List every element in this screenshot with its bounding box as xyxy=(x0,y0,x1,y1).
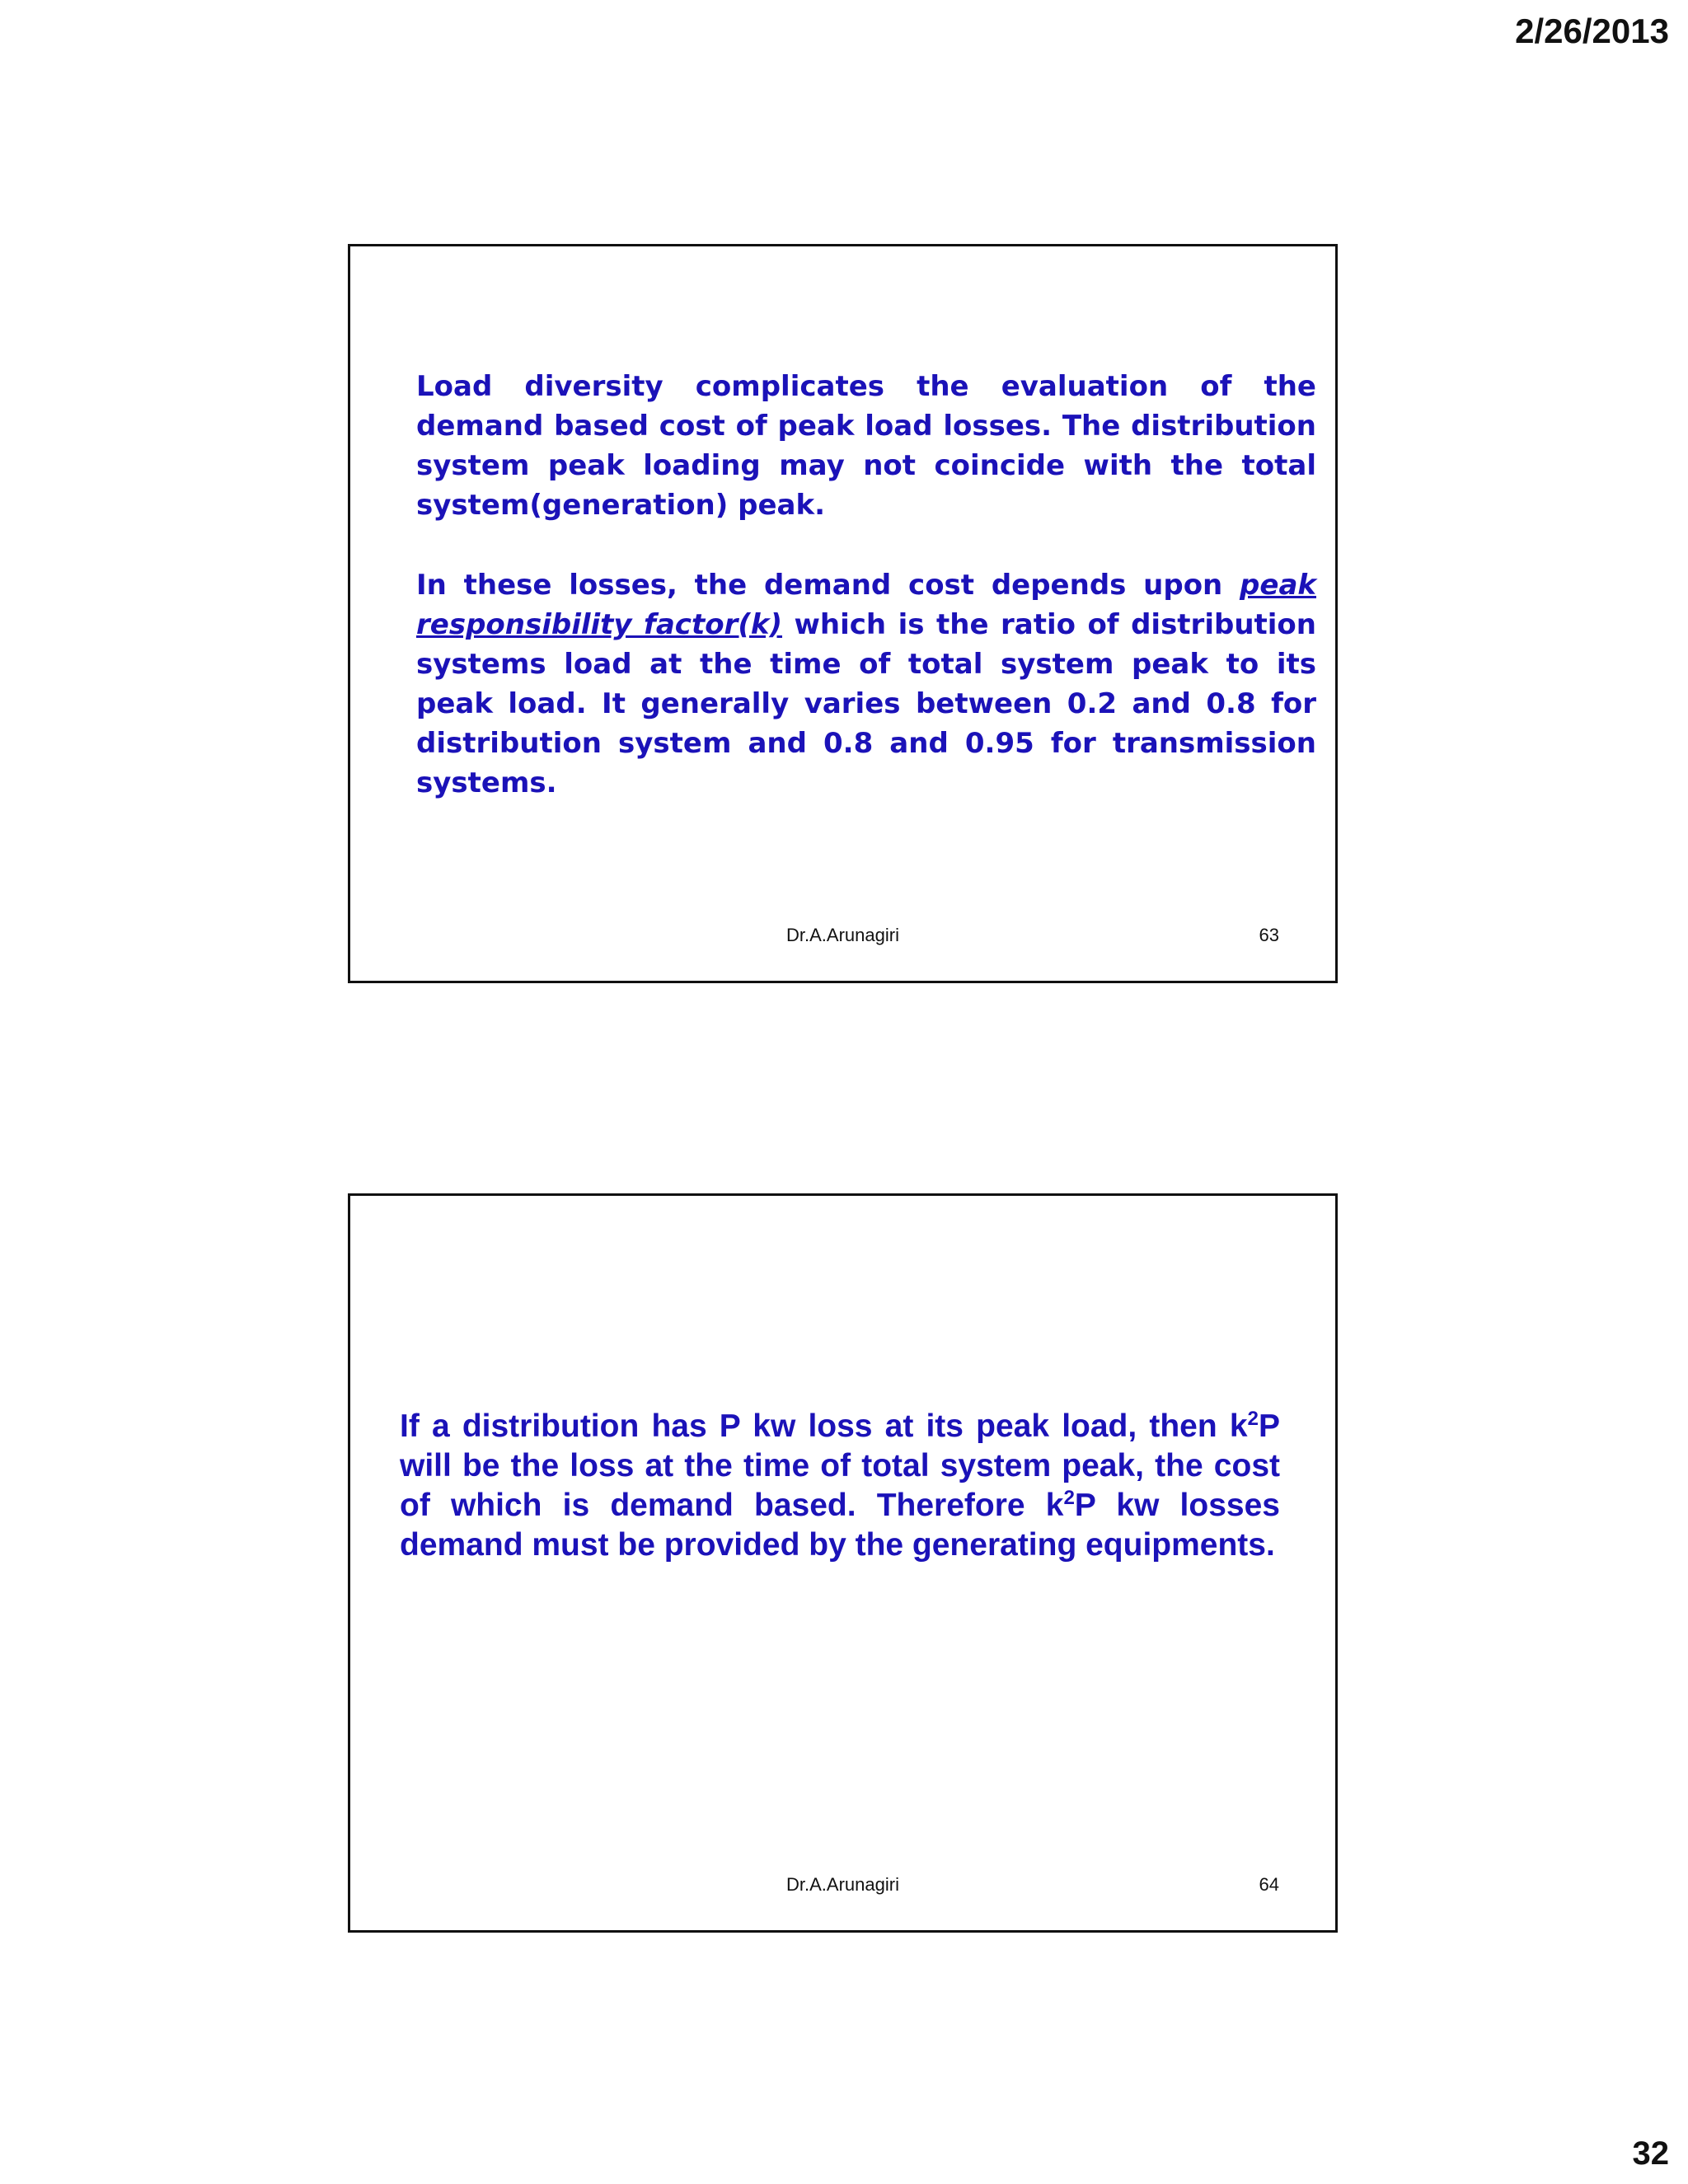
slide-64 xyxy=(348,1193,1338,1933)
paragraph-text: If a distribution has P kw loss at its peak load, then k xyxy=(400,1408,1248,1444)
slide-paragraph xyxy=(400,1407,1280,1565)
slide-author: Dr.A.Arunagiri xyxy=(786,925,899,945)
paragraph-text: which is the ratio of distribution systems load at the time of total system peak to its peak load. It generally varies between 0.2 and 0.8 for distribution system and 0.8 and 0.95 for transmission systems. xyxy=(416,608,1316,799)
slide-number: 63 xyxy=(1259,925,1279,945)
peak-responsibility-factor-term: peak responsibility factor(k) xyxy=(416,569,1316,641)
exponent: 2 xyxy=(1063,1487,1075,1509)
paragraph-text: P will be the loss at the time of total system peak, the cost of which is demand based. Therefore k xyxy=(400,1408,1280,1523)
slide-paragraph: Load diversity complicates the evaluation of the demand based cost of peak load losses. The distribution system peak loading may not coincide with the total system(generation) peak. xyxy=(416,370,1316,522)
page-date: 2/26/2013 xyxy=(1515,12,1669,50)
slide-paragraph xyxy=(416,565,1316,803)
paragraph-text: In these losses, the demand cost depends upon xyxy=(416,569,1240,602)
slide-number: 64 xyxy=(1259,1874,1279,1895)
page-number: 32 xyxy=(1632,2135,1669,2172)
paragraph-text: P kw losses demand must be provided by the generating equipments. xyxy=(400,1488,1280,1563)
slide-author: Dr.A.Arunagiri xyxy=(786,1874,899,1895)
exponent: 2 xyxy=(1247,1408,1259,1430)
slide-63 xyxy=(348,244,1338,983)
